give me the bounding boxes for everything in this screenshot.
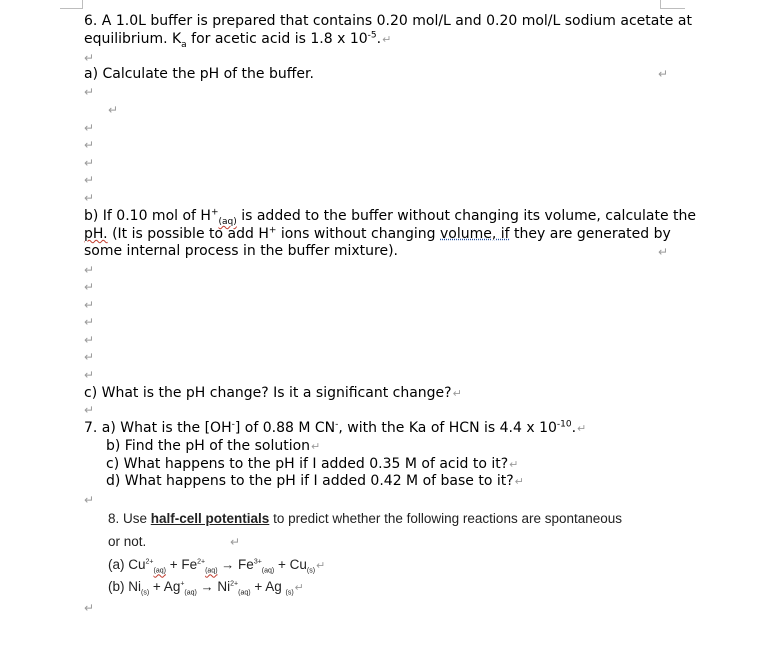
q6-part-b-line-2: pH. (It is possible to add H+ ions without changing volume, if they are generated by <box>84 225 671 242</box>
q6-part-b-line-3: some internal process in the buffer mixture). <box>84 243 398 259</box>
paragraph-mark-icon: ↵ <box>84 298 95 312</box>
q7-part-d: d) What happens to the pH if I added 0.42 M of base to it?↵ <box>106 473 524 489</box>
paragraph-mark-icon: ↵ <box>294 582 304 594</box>
paragraph-mark-icon: ↵ <box>84 315 95 329</box>
paragraph-mark-icon: ↵ <box>658 67 669 81</box>
paragraph-mark-icon: ↵ <box>311 440 321 453</box>
paragraph-mark-icon: ↵ <box>514 475 524 488</box>
paragraph-mark-icon: ↵ <box>84 263 95 277</box>
paragraph-mark-icon: ↵ <box>84 350 95 364</box>
paragraph-mark-icon: ↵ <box>84 156 95 170</box>
q7-part-b: b) Find the pH of the solution↵ <box>106 438 321 454</box>
q7-part-a: 7. a) What is the [OH-] of 0.88 M CN-, with the Ka of HCN is 4.4 x $10^{-10}.↵$ <box>84 419 587 436</box>
q8-reaction-a: (a) $Cu^{2+}_{(aq)} + Fe^{2+}_{(aq)} \to Fe^{3+}_{(aq)}$ + $Cu_{(s)}↵$ <box>108 557 326 575</box>
paragraph-mark-icon: ↵ <box>108 103 119 117</box>
paragraph-mark-icon: ↵ <box>509 458 519 471</box>
page-corner-marker-left <box>60 0 83 9</box>
paragraph-mark-icon: ↵ <box>452 387 462 400</box>
paragraph-mark-icon: ↵ <box>382 33 392 46</box>
q6-part-a: a) Calculate the pH of the buffer. <box>84 66 314 82</box>
q6-line-1: 6. A 1.0L buffer is prepared that contains 0.20 mol/L and 0.20 mol/L sodium acetate at <box>84 13 692 29</box>
paragraph-mark-icon: ↵ <box>84 601 95 615</box>
q7-part-c: c) What happens to the pH if I added 0.35 M of acid to it?↵ <box>106 456 519 472</box>
q6-part-b-line-1: b) If 0.10 mol of $H^+_{(aq)}$ is added to the buffer without changing its volume, calculate the <box>84 207 697 227</box>
q8-reaction-b: (b) $Ni_{(s)} + Ag^+_{(aq)} \to Ni^{2+}_{(aq)} + Ag$ $_{(s)}$↵ <box>108 579 304 597</box>
paragraph-mark-icon: ↵ <box>84 138 95 152</box>
paragraph-mark-icon: ↵ <box>658 245 669 259</box>
paragraph-mark-icon: ↵ <box>84 368 95 382</box>
paragraph-mark-icon: ↵ <box>84 191 95 205</box>
paragraph-mark-icon: ↵ <box>84 493 95 507</box>
page-corner-marker-right <box>660 0 685 9</box>
paragraph-mark-icon: ↵ <box>84 403 95 417</box>
q8-line-1: 8. Use half-cell potentials to predict whether the following reactions are spontaneous <box>108 511 623 526</box>
q6-line-2: equilibrium. $K_a$ for acetic acid is 1.8 x $10^{-5}.↵$ <box>84 30 392 50</box>
paragraph-mark-icon: ↵ <box>84 85 95 99</box>
q6-part-c: c) What is the pH change? Is it a significant change?↵ <box>84 385 462 401</box>
paragraph-mark-icon: ↵ <box>316 560 326 572</box>
paragraph-mark-icon: ↵ <box>577 422 587 435</box>
q8-line-2: or not. <box>108 534 147 549</box>
paragraph-mark-icon: ↵ <box>84 333 95 347</box>
paragraph-mark-icon: ↵ <box>84 280 95 294</box>
paragraph-mark-icon: ↵ <box>84 51 95 65</box>
paragraph-mark-icon: ↵ <box>84 173 95 187</box>
paragraph-mark-icon: ↵ <box>84 121 95 135</box>
paragraph-mark-icon: ↵ <box>230 535 241 549</box>
